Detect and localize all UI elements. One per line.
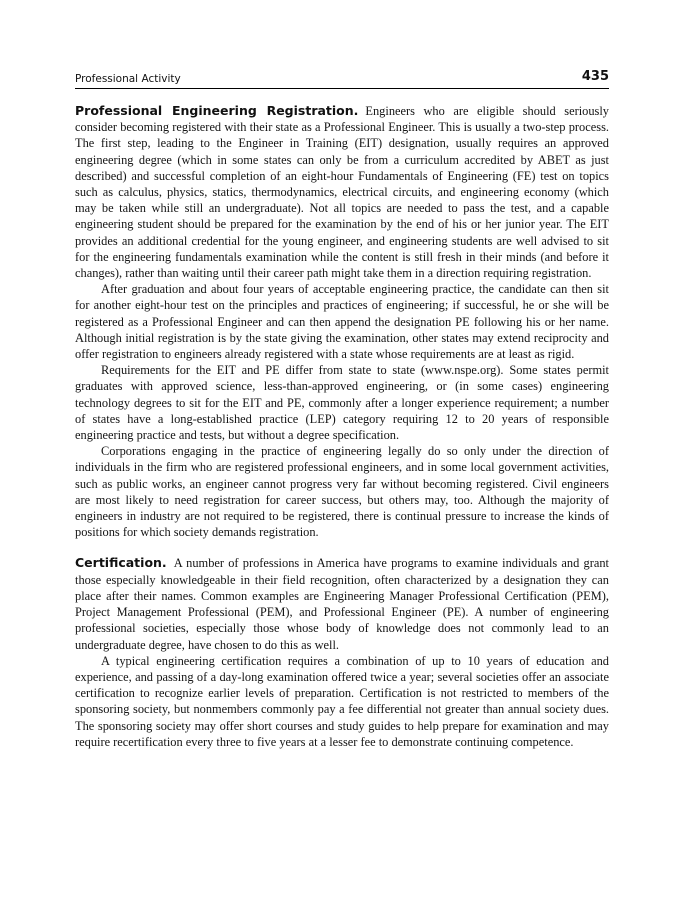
page-number: 435 [581, 69, 609, 84]
section-heading: Professional Engineering Registration. [75, 103, 359, 118]
running-header [75, 69, 609, 89]
paragraph: After graduation and about four years of acceptable engineering practice, the candidate can then sit for another eight-hour test on the principles and practices of engineering; if successful, he or she will be registered as a Professional Engineer and can then append the designation PE following his or her name. Although initial registration is by the state giving the examination, other states may extend reciprocity and offer registration to engineers already registered with a state whose requirements are at least as rigid. [75, 282, 609, 362]
paragraph [75, 103, 609, 281]
page [75, 0, 609, 900]
paragraph: A typical engineering certification requires a combination of up to 10 years of education and experience, and passing of a day-long examination offered twice a year; several societies offer an associate certification to recognize earlier levels of preparation. Certification is not restricted to members of the sponsoring society, but nonmembers commonly pay a fee differential not greater than annual society dues. The sponsoring society may offer short courses and study guides to help prepare for examination and may require recertification every three to five years at a lesser fee to demonstrate continuing competence. [75, 653, 609, 749]
section-certification [75, 555, 609, 749]
paragraph-text: A number of professions in America have programs to examine individuals and grant those especially knowledgeable in their field recognition, often characterized by a designation they can place after their names. Common examples are Engineering Manager Professional Certification (PEM), Project Management Professional (PEM), and Professional Engineer (PE). A number of engineering professional societies, especially those whose body of knowledge does not commonly lead to an undergraduate degree, have chosen to do this as well. [75, 556, 609, 652]
section-heading: Certification. [75, 555, 167, 571]
paragraph: Corporations engaging in the practice of engineering legally do so only under the direction of individuals in the firm who are registered professional engineers, and in some local government activities, such as public works, an engineer cannot progress very far without becoming registered. Civil engineers are most likely to need registration for career success, but others may, too. Although the majority of engineers in industry are not required to be registered, there is continual pressure to increase the kinds of positions for which society demands registration. [75, 444, 609, 540]
section-professional-engineering-registration [75, 103, 609, 540]
paragraph: Requirements for the EIT and PE differ from state to state (www.nspe.org). Some states permit graduates with approved science, less-than-approved engineering, or (in some cases) engineering technology degrees to sit for the EIT and PE, commonly after a longer experience requirement; a number of states have a long-established practice (LEP) category requiring 12 to 20 years of responsible engineering practice and tests, but without a degree specification. [75, 363, 609, 443]
paragraph [75, 555, 609, 652]
body-text [75, 103, 609, 750]
paragraph-text: Engineers who are eligible should seriously consider becoming registered with their state as a Professional Engineer. This is usually a two-step process. The first step, leading to the Engineer in Training (EIT) designation, usually requires an approved engineering degree (which in some states can only be from a curriculum accredited by ABET as just described) and successful completion of an eight-hour Fundamentals of Engineering (FE) test on topics such as calculus, physics, statics, thermodynamics, electrical circuits, and engineering economy (which may be taken while still an undergraduate). Not all topics are needed to pass the test, and a capable engineering student should be prepared for the examination by the end of his or her junior year. The EIT provides an additional credential for the young engineer, and engineering students are well advised to sit for the engineering fundamentals examination while the content is still fresh in their minds (and before it changes), rather than waiting until their career path might take them in a direction requiring registration. [75, 104, 609, 281]
running-title: Professional Activity [75, 73, 181, 85]
